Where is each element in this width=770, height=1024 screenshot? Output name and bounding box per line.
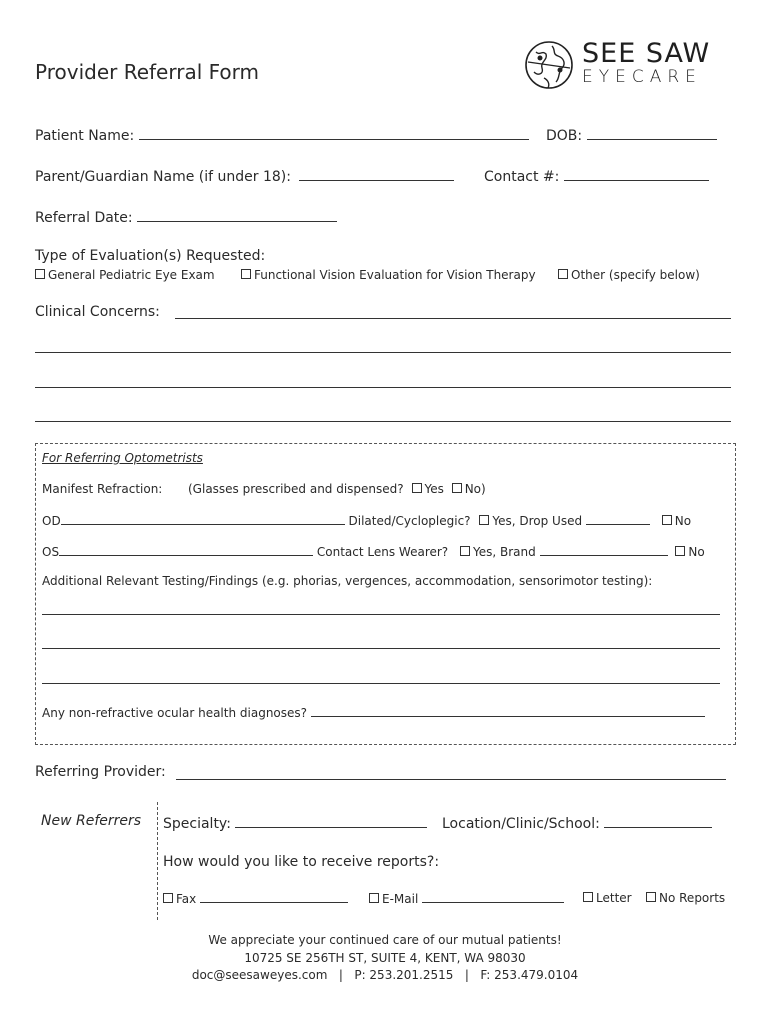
dob-label: DOB: bbox=[546, 128, 583, 144]
health-diagnoses-row: Any non-refractive ocular health diagnoses? bbox=[42, 705, 705, 720]
specialty-field: Specialty: bbox=[163, 813, 427, 832]
checkbox[interactable] bbox=[369, 893, 379, 903]
contact-field bbox=[484, 166, 709, 185]
manifest-question-row: (Glasses prescribed and dispensed? Yes No) bbox=[188, 482, 486, 496]
contact-line[interactable] bbox=[564, 166, 709, 181]
guardian-label: Parent/Guardian Name (if under 18): bbox=[35, 169, 291, 185]
referral-date-field bbox=[35, 207, 337, 226]
od-row: OD Dilated/Cycloplegic? Yes, Drop Used No bbox=[42, 514, 692, 528]
referral-date-label: Referral Date: bbox=[35, 210, 133, 226]
os-line[interactable] bbox=[59, 544, 313, 556]
logo bbox=[522, 38, 734, 94]
logo-text-see-saw: SEE SAW bbox=[582, 38, 711, 69]
reports-question: How would you like to receive reports?: bbox=[163, 854, 440, 870]
patient-name-line[interactable] bbox=[139, 125, 529, 140]
patient-name-field bbox=[35, 125, 529, 144]
evaluation-heading: Type of Evaluation(s) Requested: bbox=[35, 248, 266, 264]
footer-thanks: We appreciate your continued care of our mutual patients! bbox=[208, 933, 562, 947]
specialty-line[interactable] bbox=[235, 813, 427, 828]
dob-line[interactable] bbox=[587, 125, 717, 140]
additional-testing-line[interactable] bbox=[42, 648, 720, 649]
additional-testing-line[interactable] bbox=[42, 614, 720, 615]
checkbox[interactable] bbox=[460, 546, 470, 556]
os-row: OS Contact Lens Wearer? Yes, Brand No bbox=[42, 545, 705, 559]
checkbox[interactable] bbox=[163, 893, 173, 903]
contact-label: Contact #: bbox=[484, 169, 560, 185]
clinical-concerns-line[interactable] bbox=[175, 318, 731, 319]
clinical-concerns-line[interactable] bbox=[35, 352, 731, 353]
logo-text-eyecare: EYECARE bbox=[582, 67, 702, 87]
checkbox[interactable] bbox=[479, 515, 489, 525]
checkbox[interactable] bbox=[583, 892, 593, 902]
manifest-label: Manifest Refraction: bbox=[42, 482, 163, 496]
checkbox[interactable] bbox=[35, 269, 45, 279]
patient-name-label: Patient Name: bbox=[35, 128, 135, 144]
guardian-line[interactable] bbox=[299, 166, 454, 181]
clinical-concerns-line[interactable] bbox=[35, 387, 731, 388]
health-diagnoses-line[interactable] bbox=[311, 705, 705, 717]
fax-line[interactable] bbox=[200, 891, 348, 903]
referring-provider-line[interactable] bbox=[176, 779, 726, 780]
email-line[interactable] bbox=[422, 891, 564, 903]
clinical-concerns-line[interactable] bbox=[35, 421, 731, 422]
report-option-fax: Fax bbox=[163, 891, 348, 906]
location-line[interactable] bbox=[604, 813, 712, 828]
checkbox[interactable] bbox=[412, 483, 422, 493]
report-option-no-reports[interactable]: No Reports bbox=[646, 891, 725, 905]
dob-field bbox=[546, 125, 717, 144]
clinical-concerns-label: Clinical Concerns: bbox=[35, 304, 160, 320]
new-referrers-label: New Referrers bbox=[41, 813, 142, 829]
page-title: Provider Referral Form bbox=[35, 60, 259, 84]
checkbox[interactable] bbox=[558, 269, 568, 279]
report-option-letter[interactable]: Letter bbox=[583, 891, 632, 905]
brand-line[interactable] bbox=[540, 544, 668, 556]
location-field: Location/Clinic/School: bbox=[442, 813, 712, 832]
new-referrers-divider bbox=[157, 802, 158, 920]
report-option-email: E-Mail bbox=[369, 891, 564, 906]
checkbox[interactable] bbox=[662, 515, 672, 525]
globe-icon bbox=[522, 38, 576, 92]
guardian-field bbox=[35, 166, 454, 185]
checkbox[interactable] bbox=[241, 269, 251, 279]
evaluation-option-other[interactable]: Other (specify below) bbox=[558, 268, 700, 282]
evaluation-option-functional[interactable]: Functional Vision Evaluation for Vision Therapy bbox=[241, 268, 536, 282]
checkbox[interactable] bbox=[646, 892, 656, 902]
checkbox[interactable] bbox=[452, 483, 462, 493]
referring-provider-label: Referring Provider: bbox=[35, 764, 166, 780]
footer-contact: doc@seesaweyes.com | P: 253.201.2515 | F: 253.479.0104 bbox=[191, 968, 579, 982]
drop-used-line[interactable] bbox=[586, 513, 650, 525]
evaluation-option-general[interactable]: General Pediatric Eye Exam bbox=[35, 268, 215, 282]
od-line[interactable] bbox=[61, 513, 345, 525]
referral-date-line[interactable] bbox=[137, 207, 337, 222]
additional-testing-line[interactable] bbox=[42, 683, 720, 684]
optometrist-heading: For Referring Optometrists bbox=[42, 451, 203, 465]
checkbox[interactable] bbox=[675, 546, 685, 556]
additional-testing-label: Additional Relevant Testing/Findings (e.g. phorias, vergences, accommodation, sensorimotor testing): bbox=[42, 574, 653, 588]
footer-address: 10725 SE 256TH ST, SUITE 4, KENT, WA 98030 bbox=[244, 951, 526, 965]
